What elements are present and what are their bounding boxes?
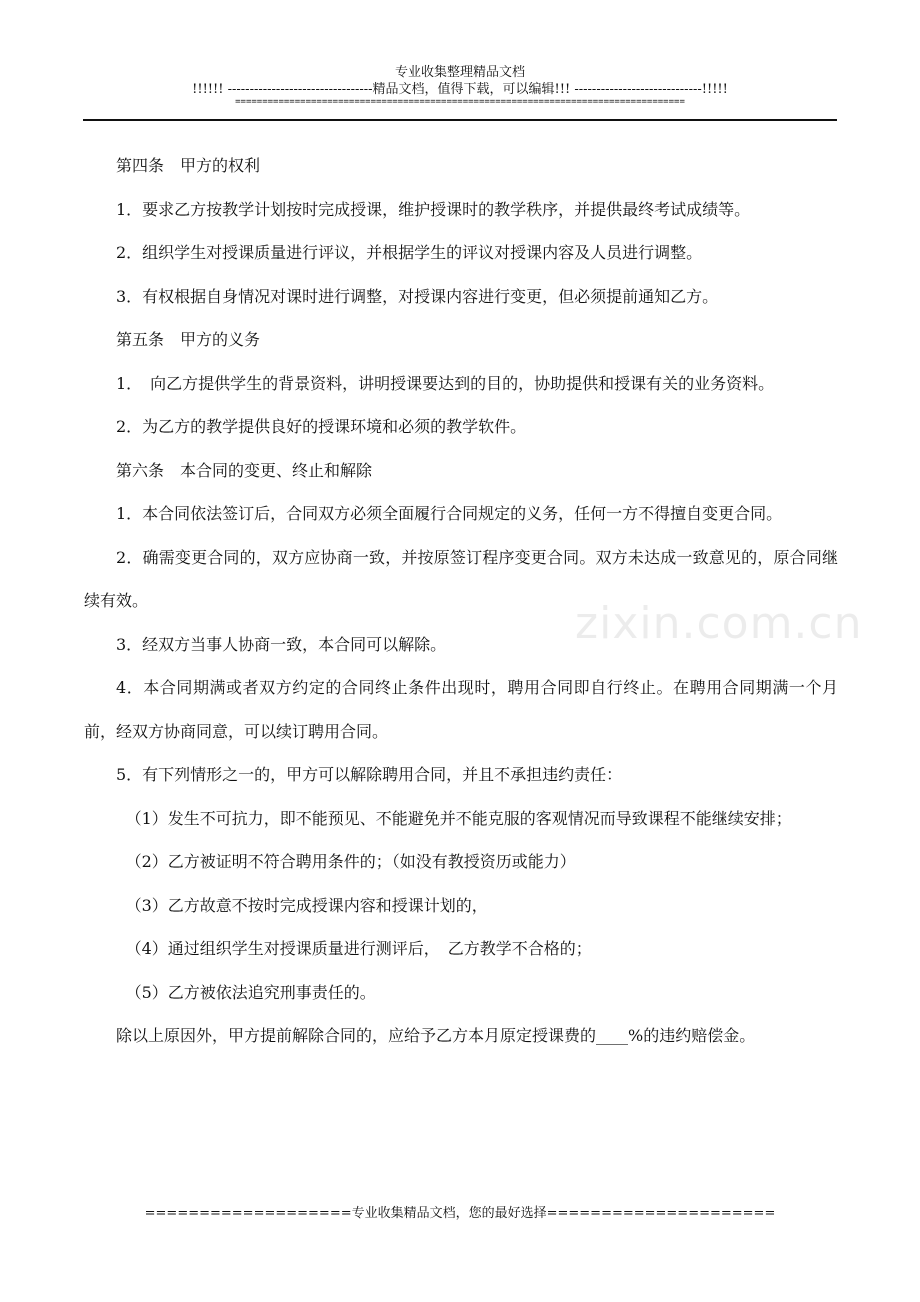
- clause-4-2: 2．组织学生对授课质量进行评议，并根据学生的评议对授课内容及人员进行调整。: [116, 243, 703, 262]
- clause-4-3: 3．有权根据自身情况对课时进行调整，对授课内容进行变更，但必须提前通知乙方。: [116, 286, 719, 306]
- clause-6-5-item-3: （3）乙方故意不按时完成授课内容和授课计划的，: [125, 895, 488, 915]
- clause-6-5-item-4: （4）通过组织学生对授课质量进行测评后， 乙方教学不合格的；: [125, 939, 592, 958]
- header-title: 专业收集整理精品文档: [394, 65, 525, 80]
- clause-6-5-item-1: （1）发生不可抗力，即不能预见、不能避免并不能克服的客观情况而导致课程不能继续安排；: [125, 808, 792, 828]
- section-heading-article-6: 第六条 本合同的变更、终止和解除: [116, 460, 373, 480]
- clause-6-penalty: 除以上原因外，甲方提前解除合同的，应给予乙方本月原定授课费的____%的违约赔偿金。: [116, 1026, 756, 1045]
- clause-6-1: 1．本合同依法签订后，合同双方必须全面履行合同规定的义务，任何一方不得擅自变更合同。: [116, 504, 783, 523]
- header-tagline: !!!!!! ---------------------------------精品文档，值得下载，可以编辑!!! -----------------------------!!!!!: [192, 82, 728, 97]
- clause-6-3: 3．经双方当事人协商一致，本合同可以解除。: [116, 634, 447, 654]
- page-header: [0, 64, 920, 107]
- clause-4-1: 1．要求乙方按教学计划按时完成授课，维护授课时的教学秩序，并提供最终考试成绩等。: [116, 199, 751, 219]
- page-footer: ===================专业收集精品文档，您的最好选择=====================: [144, 1206, 776, 1221]
- contract-body: [84, 144, 838, 1058]
- clause-6-5-item-2: （2）乙方被证明不符合聘用条件的；（如没有教授资历或能力）: [125, 852, 576, 871]
- header-rule: [83, 119, 837, 121]
- section-heading-article-5: 第五条 甲方的义务: [116, 330, 261, 349]
- clause-6-5: 5．有下列情形之一的，甲方可以解除聘用合同，并且不承担违约责任：: [116, 765, 623, 784]
- watermark: zixin.com.cn: [575, 598, 863, 649]
- header-separator: ===================================================================================: [235, 98, 685, 107]
- clause-6-5-item-5: （5）乙方被依法追究刑事责任的。: [125, 982, 376, 1002]
- clause-6-4: 4．本合同期满或者双方约定的合同终止条件出现时，聘用合同即自行终止。在聘用合同期满一个月前，经双方协商同意，可以续订聘用合同。: [84, 678, 838, 741]
- clause-5-2: 2．为乙方的教学提供良好的授课环境和必须的教学软件。: [116, 417, 527, 436]
- clause-5-1: 1． 向乙方提供学生的背景资料，讲明授课要达到的目的，协助提供和授课有关的业务资料。: [116, 373, 775, 393]
- clause-6-2: 2．确需变更合同的，双方应协商一致，并按原签订程序变更合同。双方未达成一致意见的，原合同继续有效。: [84, 547, 838, 610]
- section-heading-article-4: 第四条 甲方的权利: [116, 156, 261, 175]
